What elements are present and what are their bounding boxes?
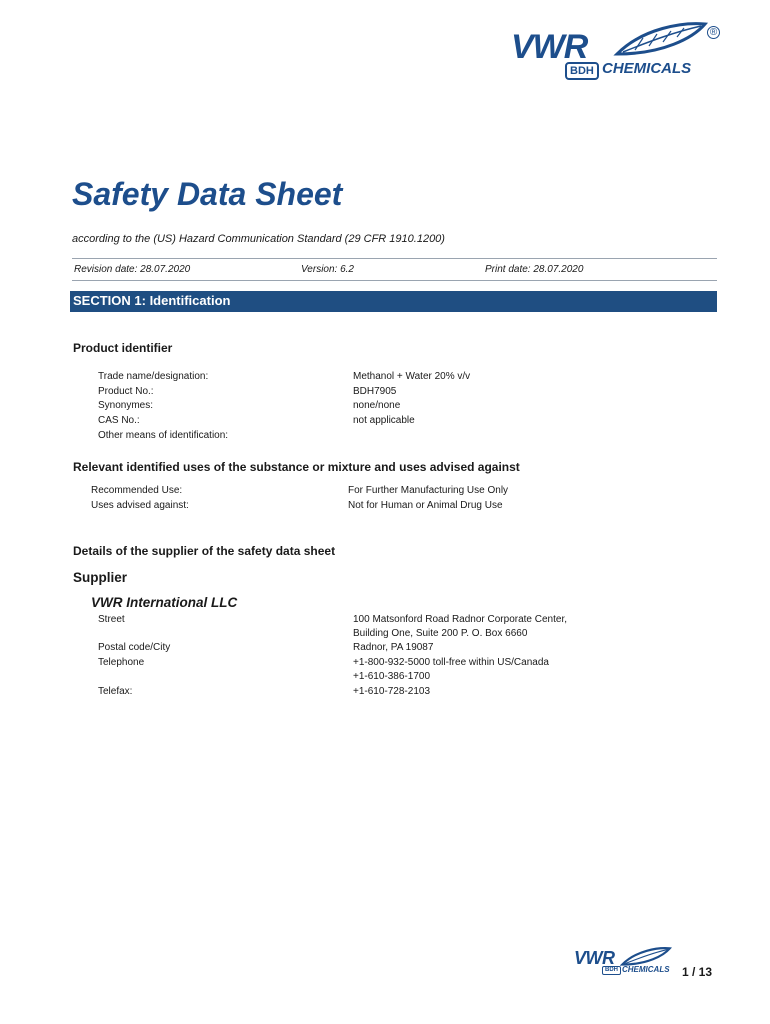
other-means-label: Other means of identification: [98, 430, 229, 441]
street-line-1: 100 Matsonford Road Radnor Corporate Center, [353, 614, 568, 625]
telephone-label: Telephone [98, 657, 145, 668]
product-no-label: Product No.: [98, 386, 154, 397]
telefax-value: +1-610-728-2103 [353, 686, 431, 697]
logo-division-text: CHEMICALS [602, 60, 692, 77]
street-line-2: Building One, Suite 200 P. O. Box 6660 [353, 628, 528, 639]
section-1-header [70, 291, 717, 312]
synonymes-label: Synonymes: [98, 400, 154, 411]
section-1-title: SECTION 1: Identification [73, 293, 231, 308]
leaf-swoosh-icon [613, 20, 709, 60]
supplier-details-heading: Details of the supplier of the safety data sheet [73, 544, 336, 558]
logo-bdh-badge: BDH [565, 62, 599, 80]
version: Version: 6.2 [301, 264, 354, 275]
footer-logo-brand-text: VWR [574, 948, 615, 968]
vwr-footer-logo [572, 946, 678, 980]
cas-no-label: CAS No.: [98, 415, 140, 426]
supplier-heading: Supplier [73, 570, 128, 585]
postal-code-label: Postal code/City [98, 642, 171, 653]
telephone-value-1: +1-800-932-5000 toll-free within US/Canada [353, 657, 549, 668]
product-identifier-heading: Product identifier [73, 341, 173, 355]
vwr-logo [505, 16, 720, 82]
recommended-use-label: Recommended Use: [91, 485, 183, 496]
postal-code-value: Radnor, PA 19087 [353, 642, 434, 653]
page-title: Safety Data Sheet [72, 176, 343, 212]
trade-name-label: Trade name/designation: [98, 371, 209, 382]
registered-mark: ® [707, 26, 720, 39]
relevant-uses-heading: Relevant identified uses of the substance or mixture and uses advised against [73, 460, 520, 474]
footer-logo-division-text: CHEMICALS [622, 965, 670, 974]
cas-no-value: not applicable [353, 415, 415, 426]
uses-advised-against-value: Not for Human or Animal Drug Use [348, 500, 503, 511]
product-no-value: BDH7905 [353, 386, 397, 397]
uses-advised-against-label: Uses advised against: [91, 500, 189, 511]
street-label: Street [98, 614, 125, 625]
page-number: 1 / 13 [682, 965, 713, 979]
revision-info-row [72, 258, 717, 281]
footer-logo-bdh-badge: BDH [602, 966, 621, 975]
print-date: Print date: 28.07.2020 [485, 264, 584, 275]
logo-brand-text: VWR [511, 28, 588, 66]
trade-name-value: Methanol + Water 20% v/v [353, 371, 471, 382]
regulation-subtitle: according to the (US) Hazard Communication Standard (29 CFR 1910.1200) [72, 233, 445, 245]
recommended-use-value: For Further Manufacturing Use Only [348, 485, 509, 496]
revision-date: Revision date: 28.07.2020 [74, 264, 191, 275]
synonymes-value: none/none [353, 400, 401, 411]
telefax-label: Telefax: [98, 686, 133, 697]
company-name: VWR International LLC [91, 595, 238, 610]
telephone-value-2: +1-610-386-1700 [353, 671, 431, 682]
